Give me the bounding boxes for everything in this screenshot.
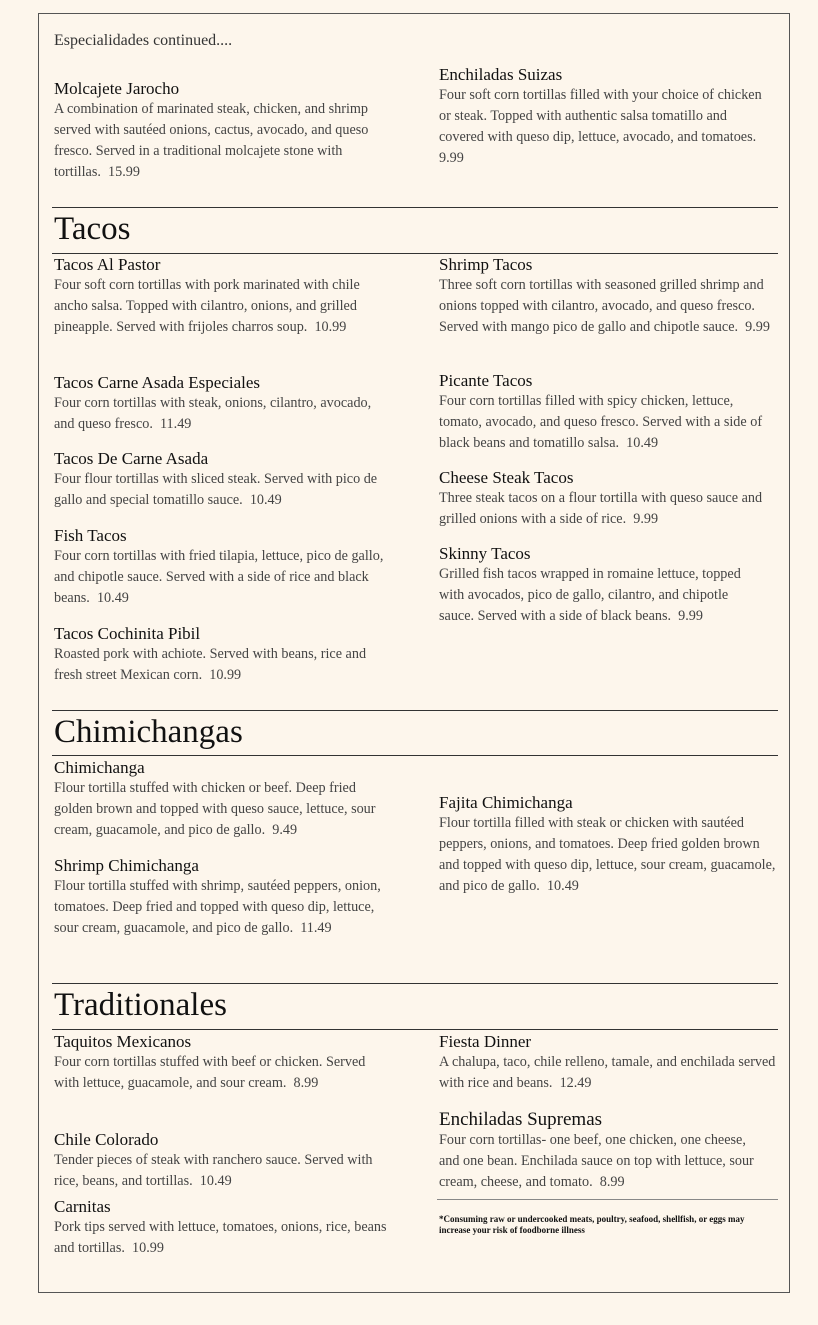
- section-rule: [52, 253, 778, 254]
- menu-item: [54, 758, 394, 841]
- item-price: 8.99: [293, 1075, 319, 1091]
- item-name: Tacos Cochinita Pibil: [54, 624, 201, 643]
- item-name: Skinny Tacos: [439, 544, 531, 563]
- item-name: Enchiladas Suizas: [439, 65, 563, 84]
- item-price: 9.49: [272, 822, 298, 838]
- item-name: Taquitos Mexicanos: [54, 1032, 192, 1051]
- item-price: 10.49: [96, 590, 129, 606]
- item-description: Roasted pork with achiote. Served with beans, rice and fresh street Mexican corn. 10.99: [54, 646, 367, 683]
- footnote-rule: [437, 1199, 778, 1200]
- item-price: 12.49: [559, 1075, 592, 1091]
- item-name: Enchiladas Supremas: [439, 1109, 603, 1130]
- item-price: 9.99: [678, 608, 703, 624]
- section-rule: [52, 983, 778, 984]
- item-description: Tender pieces of steak with ranchero sauce. Served with rice, beans, and tortillas. 10.49: [54, 1152, 373, 1189]
- item-price: 9.99: [439, 150, 464, 166]
- item-name: Tacos Al Pastor: [54, 255, 161, 274]
- item-description: Four corn tortillas stuffed with beef or chicken. Served with lettuce, guacamole, and sour cream. 8.99: [54, 1054, 366, 1091]
- item-name: Tacos Carne Asada Especiales: [54, 373, 261, 392]
- item-price: 10.49: [546, 878, 579, 894]
- item-price: 15.99: [108, 164, 140, 180]
- item-price: 10.99: [132, 1240, 164, 1256]
- menu-item: [54, 79, 394, 183]
- item-price: 10.49: [199, 1173, 232, 1189]
- section-title-traditionales: Traditionales: [54, 987, 227, 1023]
- item-description: Four corn tortillas with steak, onions, cilantro, avocado, and queso fresco. 11.49: [54, 395, 372, 432]
- item-name: Shrimp Chimichanga: [54, 856, 199, 875]
- item-description: A combination of marinated steak, chicken, and shrimp served with sautéed onions, cactus, avocado, and queso fresco. Served in a traditional molcajete stone with tortillas. 15.99: [54, 101, 369, 180]
- item-price: 9.99: [633, 511, 659, 527]
- item-description: Three steak tacos on a flour tortilla with queso sauce and grilled onions with a side of rice. 9.99: [439, 490, 763, 527]
- menu-item: [54, 1032, 374, 1094]
- menu-item: [439, 793, 779, 897]
- item-description: Flour tortilla stuffed with shrimp, sautéed peppers, onion, tomatoes. Deep fried and topped with queso dip, lettuce, sour cream, guacamole, and pico de gallo. 11.49: [54, 878, 381, 936]
- item-price: 10.49: [249, 492, 282, 508]
- item-description: Four corn tortillas with fried tilapia, lettuce, pico de gallo, and chipotle sauce. Served with a side of rice and black beans. 10.49: [54, 548, 384, 606]
- menu-item: [54, 255, 394, 338]
- section-rule: [52, 1029, 778, 1030]
- item-price: 8.99: [599, 1174, 625, 1190]
- item-name: Chile Colorado: [54, 1130, 159, 1149]
- continued-heading: Especialidades continued....: [54, 32, 233, 49]
- item-description: A chalupa, taco, chile relleno, tamale, and enchilada served with rice and beans. 12.49: [439, 1054, 776, 1091]
- menu-item: [54, 1130, 389, 1192]
- menu-item: [439, 255, 779, 338]
- item-description: Four corn tortillas filled with spicy chicken, lettuce, tomato, avocado, and queso fresco. Served with a side of black beans and tomatillo salsa. 10.49: [439, 393, 763, 451]
- item-name: Chimichanga: [54, 758, 145, 777]
- item-name: Fiesta Dinner: [439, 1032, 532, 1051]
- item-name: Cheese Steak Tacos: [439, 468, 574, 487]
- menu-item: [439, 468, 779, 530]
- item-name: Picante Tacos: [439, 371, 533, 390]
- menu-item: [439, 371, 774, 454]
- item-description: Four soft corn tortillas with pork marinated with chile ancho salsa. Topped with cilantro, onions, and grilled pineapple. Served with frijoles charros soup. 10.99: [54, 277, 360, 335]
- item-description: Grilled fish tacos wrapped in romaine lettuce, topped with avocados, pico de gallo, cilantro, and chipotle sauce. Served with a side of black beans. 9.99: [439, 566, 741, 624]
- menu-item: [54, 449, 399, 511]
- menu-item: [54, 856, 389, 939]
- item-description: Flour tortilla stuffed with chicken or beef. Deep fried golden brown and topped with queso sauce, lettuce, sour cream, guacamole, and pico de gallo. 9.49: [54, 780, 376, 838]
- menu-item: [54, 624, 389, 686]
- item-description: Four soft corn tortillas filled with your choice of chicken or steak. Topped with authentic salsa tomatillo and covered with queso dip, lettuce, avocado, and tomatoes. 9.99: [439, 87, 762, 166]
- section-rule: [52, 755, 778, 756]
- item-name: Shrimp Tacos: [439, 255, 533, 274]
- item-name: Carnitas: [54, 1197, 111, 1216]
- menu-page: [38, 13, 790, 1293]
- item-name: Fish Tacos: [54, 526, 127, 545]
- menu-item: [439, 1032, 779, 1094]
- item-description: Three soft corn tortillas with seasoned grilled shrimp and onions topped with cilantro, avocado, and queso fresco. Served with mango pico de gallo and chipotle sauce. 9.99: [439, 277, 770, 335]
- menu-item: [54, 526, 389, 609]
- menu-item: [439, 544, 759, 627]
- section-title-tacos: Tacos: [54, 211, 131, 247]
- item-price: 10.99: [314, 319, 347, 335]
- section-title-chimichangas: Chimichangas: [54, 714, 243, 750]
- menu-item: [439, 1110, 769, 1193]
- item-price: 11.49: [159, 416, 192, 432]
- menu-item: [54, 1197, 389, 1259]
- foodborne-illness-footnote: *Consuming raw or undercooked meats, poultry, seafood, shellfish, or eggs may increase your risk of foodborne illness: [439, 1214, 745, 1235]
- item-price: 9.99: [745, 319, 770, 335]
- item-price: 10.49: [626, 435, 659, 451]
- item-price: 10.99: [209, 667, 242, 683]
- item-name: Tacos De Carne Asada: [54, 449, 209, 468]
- section-rule: [52, 207, 778, 208]
- menu-item: [439, 65, 774, 169]
- item-name: Molcajete Jarocho: [54, 79, 180, 98]
- item-description: Four flour tortillas with sliced steak. Served with pico de gallo and special tomatillo sauce. 10.49: [54, 471, 378, 508]
- item-description: Pork tips served with lettuce, tomatoes, onions, rice, beans and tortillas. 10.99: [54, 1219, 387, 1256]
- item-description: Flour tortilla filled with steak or chicken with sautéed peppers, onions, and tomatoes. Deep fried golden brown and topped with queso dip, lettuce, sour cream, guacamole, and pico de gallo. 10.49: [439, 815, 776, 894]
- section-rule: [52, 710, 778, 711]
- item-name: Fajita Chimichanga: [439, 793, 573, 812]
- menu-item: [54, 373, 384, 435]
- item-description: Four corn tortillas- one beef, one chicken, one cheese, and one bean. Enchilada sauce on top with lettuce, sour cream, cheese, and tomato. 8.99: [439, 1132, 754, 1190]
- item-price: 11.49: [300, 920, 332, 936]
